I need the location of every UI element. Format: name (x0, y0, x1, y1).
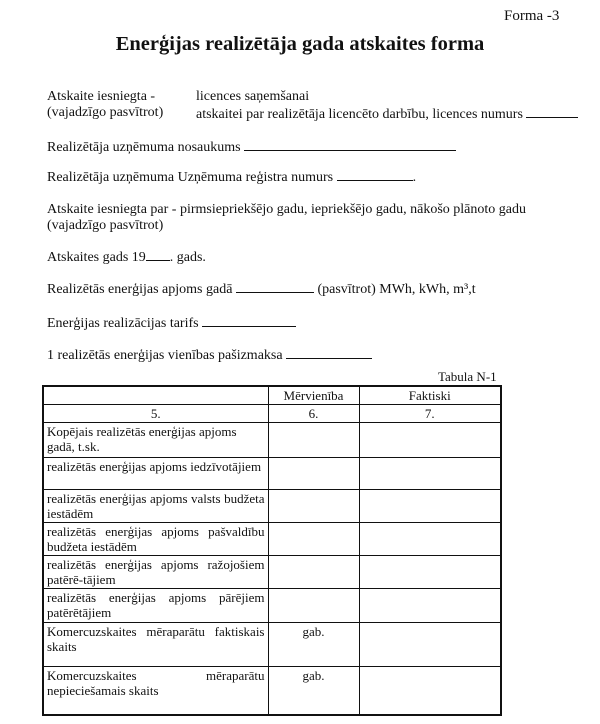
year-row (47, 248, 206, 266)
number-cell-7: 7. (359, 405, 501, 423)
company-reg-label: Realizētāja uzņēmuma Uzņēmuma reģistra numurs (47, 170, 334, 185)
header-cell-unit: Mērvienība (268, 386, 359, 405)
unit-cost-field[interactable] (286, 346, 372, 359)
table-caption: Tabula N-1 (438, 369, 497, 384)
table-row (43, 556, 501, 589)
number-cell-6: 6. (268, 405, 359, 423)
volume-row (47, 280, 476, 298)
page-title: Enerģijas realizētāja gada atskaites forma (115, 33, 485, 55)
row-actual[interactable] (359, 667, 501, 715)
tariff-row (47, 314, 296, 332)
row-label: realizētās enerģijas apjoms pārējiem patērētājiem (43, 589, 268, 623)
row-unit[interactable] (268, 490, 359, 523)
row-unit[interactable]: gab. (268, 667, 359, 715)
header-cell-label (43, 386, 268, 405)
volume-field[interactable] (236, 280, 314, 293)
form-number: Forma -3 (504, 8, 560, 24)
submitted-to-label: Atskaite iesniegta - (47, 89, 156, 104)
volume-label: Realizētās enerģijas apjoms gadā (47, 282, 233, 297)
year-field[interactable] (146, 248, 170, 261)
period-note: (vajadzīgo pasvītrot) (47, 218, 164, 233)
row-label: realizētās enerģijas apjoms iedzīvotājiem (43, 458, 268, 490)
tariff-label: Enerģijas realizācijas tarifs (47, 316, 199, 331)
row-actual[interactable] (359, 423, 501, 458)
table-row (43, 667, 501, 715)
row-unit[interactable] (268, 589, 359, 623)
row-label: realizētās enerģijas apjoms ražojošiem patērē-tājiem (43, 556, 268, 589)
unit-cost-row (47, 346, 372, 364)
table-row (43, 523, 501, 556)
row-label: realizētās enerģijas apjoms valsts budžeta iestādēm (43, 490, 268, 523)
row-unit[interactable]: gab. (268, 623, 359, 667)
row-label: Kopējais realizētās enerģijas apjoms gadā, t.sk. (43, 423, 268, 458)
submitted-to-note: (vajadzīgo pasvītrot) (47, 105, 164, 120)
row-label: Komercuzskaites mēraparātu faktiskais skaits (43, 623, 268, 667)
row-actual[interactable] (359, 523, 501, 556)
company-reg-row: Realizētāja uzņēmuma Uzņēmuma reģistra numurs . (47, 170, 417, 185)
energy-table (42, 385, 502, 716)
table-header-row (43, 386, 501, 405)
row-actual[interactable] (359, 589, 501, 623)
company-name-field[interactable] (244, 138, 456, 151)
submitted-option-report[interactable] (196, 105, 578, 123)
table-row (43, 423, 501, 458)
volume-units[interactable]: (pasvītrot) MWh, kWh, m³,t (317, 282, 476, 297)
row-actual[interactable] (359, 490, 501, 523)
row-label: Komercuzskaites mēraparātu nepieciešamais skaits (43, 667, 268, 715)
row-unit[interactable] (268, 523, 359, 556)
company-name-label: Realizētāja uzņēmuma nosaukums (47, 140, 241, 155)
table-row (43, 458, 501, 490)
table-number-row (43, 405, 501, 423)
row-label: realizētās enerģijas apjoms pašvaldību budžeta iestādēm (43, 523, 268, 556)
company-name-row (47, 138, 456, 156)
year-suffix: . gads. (169, 250, 206, 265)
table-row (43, 623, 501, 667)
header-cell-actual: Faktiski (359, 386, 501, 405)
license-number-field[interactable] (526, 105, 578, 118)
tariff-field[interactable] (202, 314, 296, 327)
row-actual[interactable] (359, 556, 501, 589)
row-unit[interactable] (268, 458, 359, 490)
row-unit[interactable] (268, 556, 359, 589)
row-actual[interactable] (359, 623, 501, 667)
row-actual[interactable] (359, 458, 501, 490)
year-prefix: Atskaites gads 19 (47, 250, 146, 265)
row-unit[interactable] (268, 423, 359, 458)
unit-cost-label: 1 realizētās enerģijas vienības pašizmaksa (47, 348, 283, 363)
period-label[interactable]: Atskaite iesniegta par - pirmsiepriekšējo gadu, iepriekšējo gadu, nākošo plānoto gadu (47, 202, 526, 217)
table-row (43, 490, 501, 523)
company-reg-field[interactable] (337, 168, 413, 181)
submitted-option-report-text: atskaitei par realizētāja licencēto darbību, licences numurs (196, 107, 523, 122)
table-row (43, 589, 501, 623)
submitted-option-license[interactable]: licences saņemšanai (196, 89, 310, 104)
number-cell-5: 5. (43, 405, 268, 423)
